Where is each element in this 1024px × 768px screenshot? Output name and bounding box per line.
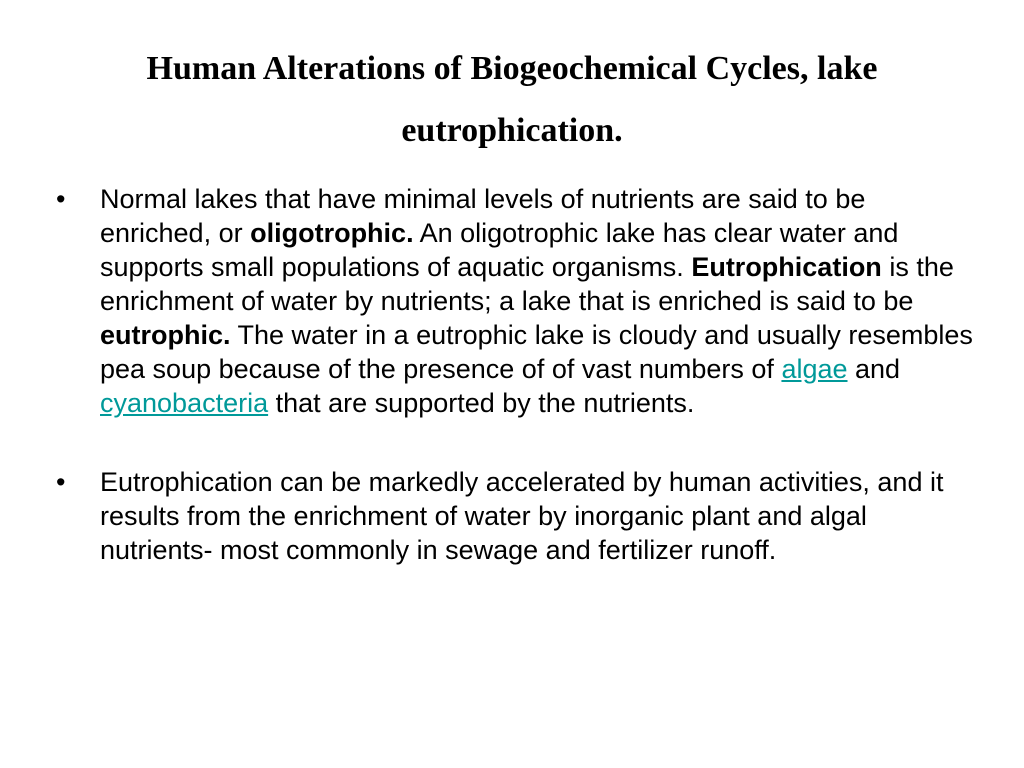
text-run: An oligotrophic lake has clear water and supports small populations of aquatic organisms. <box>100 218 899 282</box>
slide-title <box>40 38 984 162</box>
text-run: and <box>847 354 901 384</box>
slide-title-line1: Human Alterations of Biogeochemical Cycles, lake <box>146 50 878 87</box>
bullet-text <box>100 184 973 418</box>
algae-link[interactable]: algae <box>781 354 848 384</box>
bullet-dot-icon: • <box>56 184 66 214</box>
bullet-item-eutrophication-definition <box>56 182 976 420</box>
text-run: Normal lakes that have minimal levels of nutrients are said to be enriched, or <box>100 184 866 248</box>
bullet-text: Eutrophication can be markedly accelerated by human activities, and it results from the enrichment of water by inorganic plant and algal nutrients- most commonly in sewage and fertilizer runoff. <box>100 467 944 565</box>
bullet-list <box>56 182 976 612</box>
text-run: that are supported by the nutrients. <box>268 388 695 418</box>
bullet-item-human-acceleration <box>56 465 976 567</box>
term-oligotrophic: oligotrophic. <box>250 218 414 248</box>
term-eutrophication: Eutrophication <box>691 252 882 282</box>
text-run: is the enrichment of water by nutrients; a lake that is enriched is said to be <box>100 252 954 316</box>
bullet-dot-icon: • <box>56 467 66 497</box>
cyanobacteria-link[interactable]: cyanobacteria <box>100 388 269 418</box>
term-eutrophic: eutrophic. <box>100 320 231 350</box>
text-run: The water in a eutrophic lake is cloudy and usually resembles pea soup because of the presence of of vast numbers of <box>100 320 973 384</box>
slide-title-line2: eutrophication. <box>401 112 623 149</box>
